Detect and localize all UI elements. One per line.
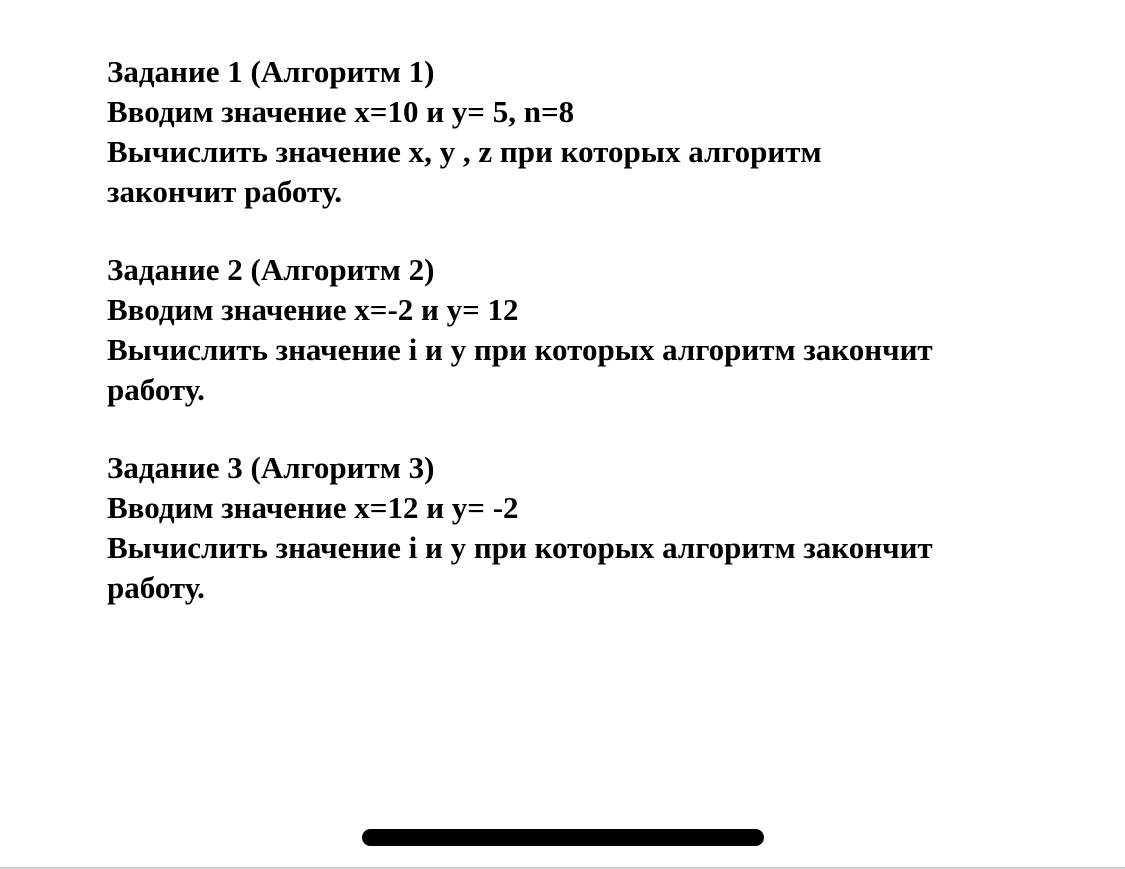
task-title: Задание 3 (Алгоритм 3) bbox=[107, 450, 435, 485]
task-question-line-1: Вычислить значение i и y при которых алгоритм закончит bbox=[107, 530, 933, 565]
home-indicator-bar[interactable] bbox=[362, 829, 764, 846]
task-question-line-2: работу. bbox=[107, 570, 205, 605]
task-1 bbox=[107, 52, 1047, 212]
task-input: Вводим значение x=-2 и y= 12 bbox=[107, 292, 519, 327]
task-input: Вводим значение x=10 и y= 5, n=8 bbox=[107, 94, 575, 129]
task-title: Задание 1 (Алгоритм 1) bbox=[107, 54, 435, 89]
document-body bbox=[107, 52, 1047, 646]
task-2 bbox=[107, 250, 1047, 410]
task-input: Вводим значение x=12 и y= -2 bbox=[107, 490, 519, 525]
task-question-line-2: закончит работу. bbox=[107, 174, 342, 209]
task-title: Задание 2 (Алгоритм 2) bbox=[107, 252, 435, 287]
task-3 bbox=[107, 448, 1047, 608]
task-question-line-2: работу. bbox=[107, 372, 205, 407]
task-question-line-1: Вычислить значение x, y , z при которых алгоритм bbox=[107, 134, 822, 169]
task-question-line-1: Вычислить значение i и y при которых алгоритм закончит bbox=[107, 332, 933, 367]
